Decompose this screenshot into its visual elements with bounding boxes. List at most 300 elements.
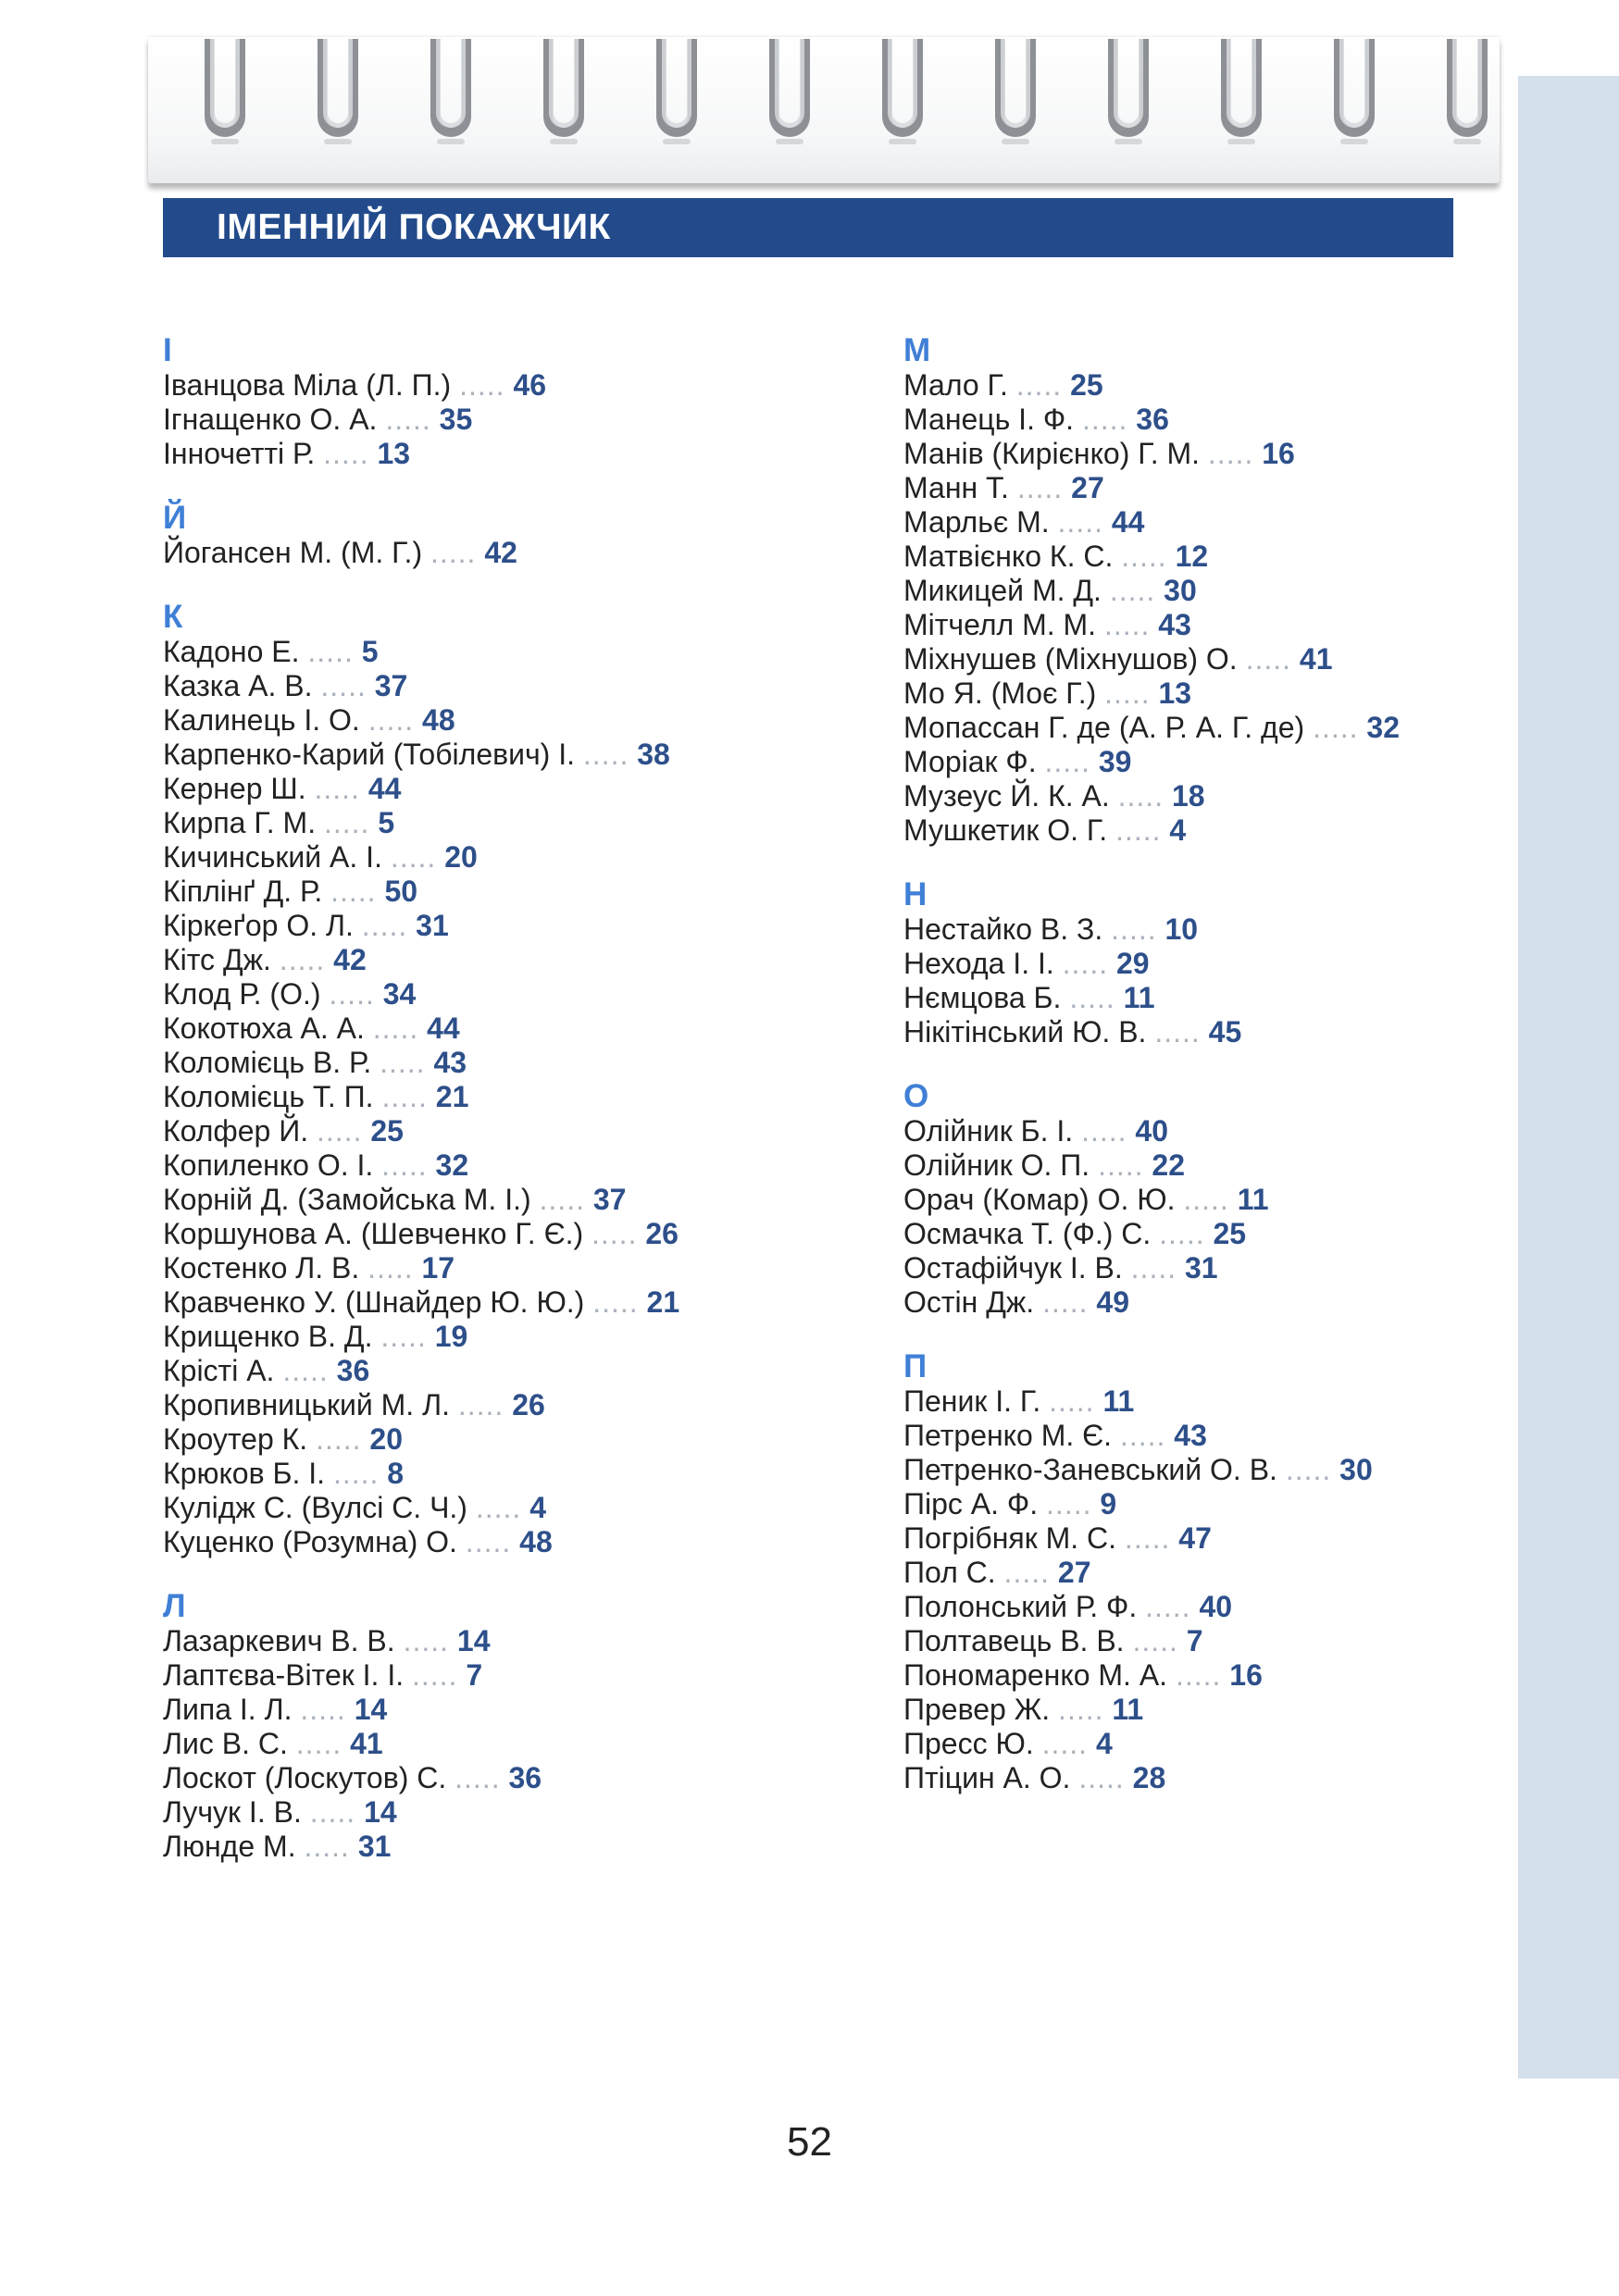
entry-name: Кроутер К. (163, 1422, 308, 1456)
index-entry (903, 1624, 1619, 1658)
spiral-ring-icon (1219, 39, 1264, 141)
leader-dots: ..... (329, 977, 375, 1011)
entry-name: Кичинський А. І. (163, 840, 382, 874)
spiral-binding (0, 0, 1619, 185)
index-entry (163, 1658, 885, 1693)
index-entry (163, 1011, 885, 1046)
entry-page-ref: 26 (512, 1388, 545, 1421)
entry-page-ref: 4 (529, 1491, 546, 1524)
entry-page-ref: 20 (369, 1422, 404, 1456)
index-entry (903, 1419, 1619, 1453)
index-entry (163, 669, 885, 703)
leader-dots: ..... (380, 1320, 427, 1353)
leader-dots: ..... (1042, 1285, 1089, 1319)
index-entry (163, 1525, 885, 1559)
leader-dots: ..... (459, 368, 505, 402)
index-entry (163, 1354, 885, 1388)
entry-name: Матвієнко К. С. (903, 540, 1114, 573)
entry-page-ref: 36 (508, 1761, 542, 1794)
entry-name: Люнде М. (163, 1830, 296, 1863)
index-entry (163, 875, 885, 909)
entry-name: Мопассан Г. де (А. Р. А. Г. де) (903, 711, 1305, 744)
entry-name: Міхнушев (Міхнушов) О. (903, 642, 1238, 676)
index-entry (163, 840, 885, 875)
leader-dots: ..... (1069, 981, 1115, 1014)
index-entry (903, 1521, 1619, 1556)
index-entry (903, 1487, 1619, 1521)
entry-page-ref: 7 (466, 1658, 483, 1692)
entry-name: Куценко (Розумна) О. (163, 1525, 457, 1558)
index-entry (163, 368, 885, 403)
entry-page-ref: 42 (333, 943, 367, 976)
entry-name: Мушкетик О. Г. (903, 813, 1108, 847)
index-entry (163, 403, 885, 437)
entry-page-ref: 36 (336, 1354, 370, 1387)
entry-page-ref: 8 (387, 1457, 405, 1490)
leader-dots: ..... (320, 669, 367, 702)
entry-page-ref: 34 (382, 977, 417, 1011)
entry-name: Мітчелл М. М. (903, 608, 1097, 641)
entry-page-ref: 11 (1112, 1693, 1144, 1726)
entry-page-ref: 46 (513, 368, 547, 402)
entry-page-ref: 35 (439, 403, 473, 436)
index-entry (163, 703, 885, 738)
index-entry (903, 1183, 1619, 1217)
leader-dots: ..... (372, 1011, 419, 1045)
leader-dots: ..... (1078, 1761, 1125, 1794)
entry-name: Остафійчук І. В. (903, 1251, 1123, 1285)
ring-hole (776, 139, 803, 144)
index-entry (163, 1217, 885, 1251)
entry-page-ref: 21 (646, 1285, 680, 1319)
leader-dots: ..... (295, 1727, 342, 1760)
entry-page-ref: 40 (1135, 1114, 1169, 1148)
entry-page-ref: 14 (456, 1624, 491, 1657)
leader-dots: ..... (1285, 1453, 1332, 1486)
leader-dots: ..... (1313, 711, 1359, 744)
leader-dots: ..... (1130, 1251, 1177, 1285)
leader-dots: ..... (367, 1251, 414, 1285)
leader-dots: ..... (475, 1491, 522, 1524)
entry-name: Коломієць Т. П. (163, 1080, 374, 1113)
entry-page-ref: 31 (1185, 1251, 1218, 1285)
entry-page-ref: 44 (367, 772, 402, 805)
entry-page-ref: 37 (374, 669, 408, 702)
section-letter: П (903, 1348, 928, 1384)
page-number: 52 (787, 2119, 832, 2165)
index-entry (903, 813, 1619, 848)
leader-dots: ..... (455, 1761, 501, 1794)
entry-name: Кирпа Г. М. (163, 806, 317, 839)
entry-name: Пеник І. Г. (903, 1384, 1041, 1418)
entry-name: Пономаренко М. А. (903, 1658, 1168, 1692)
index-entry (903, 711, 1619, 745)
leader-dots: ..... (1245, 642, 1292, 676)
index-entry (163, 1693, 885, 1727)
leader-dots: ..... (332, 1457, 380, 1490)
leader-dots: ..... (380, 1046, 426, 1079)
index-entry (903, 745, 1619, 779)
entry-page-ref: 50 (384, 875, 418, 908)
index-entry (903, 1556, 1619, 1590)
index-entry (163, 536, 885, 570)
index-entry (903, 1217, 1619, 1251)
index-column-right (903, 333, 1619, 1825)
leader-dots: ..... (1058, 1693, 1104, 1726)
entry-name: Птіцин А. О. (903, 1761, 1071, 1794)
index-entry (163, 1388, 885, 1422)
entry-page-ref: 25 (1213, 1217, 1247, 1250)
entry-name: Кіркеґор О. Л. (163, 909, 354, 942)
entry-page-ref: 31 (416, 909, 449, 942)
entry-name: Іванцова Міла (Л. П.) (163, 368, 452, 402)
entry-name: Крюков Б. І. (163, 1457, 326, 1490)
leader-dots: ..... (430, 536, 477, 569)
entry-page-ref: 9 (1100, 1487, 1117, 1520)
entry-name: Марльє М. (903, 505, 1050, 539)
index-entry (903, 437, 1619, 471)
entry-page-ref: 39 (1098, 745, 1132, 778)
entry-page-ref: 27 (1057, 1556, 1091, 1589)
ring-hole (663, 139, 691, 144)
entry-name: Петренко-Заневський О. В. (903, 1453, 1277, 1486)
entry-name: Коршунова А. (Шевченко Г. Є.) (163, 1217, 584, 1250)
index-entry (163, 1148, 885, 1183)
entry-page-ref: 13 (1158, 676, 1192, 710)
leader-dots: ..... (317, 1114, 363, 1148)
index-entry (903, 1761, 1619, 1795)
index-section (163, 333, 885, 471)
index-entry (163, 1285, 885, 1320)
index-entry (163, 1491, 885, 1525)
entry-name: Полонський Р. Ф. (903, 1590, 1138, 1623)
entry-name: Калинець І. О. (163, 703, 360, 737)
index-entry (163, 1251, 885, 1285)
index-entry (903, 676, 1619, 711)
index-entry (903, 1453, 1619, 1487)
entry-name: Кулідж С. (Вулсі С. Ч.) (163, 1491, 467, 1524)
entry-name: Мало Г. (903, 368, 1008, 402)
entry-page-ref: 4 (1169, 813, 1187, 847)
spiral-ring-icon (542, 39, 586, 141)
section-letter: Й (163, 500, 187, 536)
entry-name: Лаптєва-Вітек І. І. (163, 1658, 405, 1692)
index-section (163, 600, 885, 1559)
entry-page-ref: 21 (435, 1080, 469, 1113)
entry-page-ref: 14 (354, 1693, 388, 1726)
ring-hole (1453, 139, 1481, 144)
index-entry (163, 1046, 885, 1080)
entry-page-ref: 44 (1111, 505, 1145, 539)
entry-name: Петренко М. Є. (903, 1419, 1113, 1452)
leader-dots: ..... (1104, 676, 1151, 710)
leader-dots: ..... (465, 1525, 512, 1558)
index-entry (903, 642, 1619, 676)
section-letter: М (903, 332, 931, 368)
ring-hole (211, 139, 239, 144)
leader-dots: ..... (390, 840, 437, 874)
entry-page-ref: 42 (484, 536, 517, 569)
ring-hole (1115, 139, 1142, 144)
leader-dots: ..... (314, 772, 360, 805)
entry-name: Копиленко О. І. (163, 1148, 374, 1182)
entry-page-ref: 19 (434, 1320, 468, 1353)
section-letter: О (903, 1078, 929, 1114)
entry-name: Лучук І. В. (163, 1795, 302, 1829)
leader-dots: ..... (361, 909, 408, 942)
index-entry (163, 1320, 885, 1354)
entry-name: Осмачка Т. (Ф.) С. (903, 1217, 1152, 1250)
entry-page-ref: 40 (1199, 1590, 1233, 1623)
entry-name: Лазаркевич В. В. (163, 1624, 395, 1657)
ring-hole (437, 139, 465, 144)
entry-page-ref: 5 (378, 806, 395, 839)
leader-dots: ..... (1103, 608, 1151, 641)
spiral-ring-icon (1106, 39, 1151, 141)
index-section (903, 1349, 1619, 1795)
ring-hole (1002, 139, 1029, 144)
index-entry (163, 909, 885, 943)
entry-page-ref: 31 (357, 1830, 392, 1863)
leader-dots: ..... (1015, 368, 1063, 402)
leader-dots: ..... (539, 1183, 585, 1216)
leader-dots: ..... (1119, 1419, 1166, 1452)
leader-dots: ..... (1111, 912, 1157, 946)
ring-hole (550, 139, 578, 144)
leader-dots: ..... (1057, 505, 1103, 539)
section-letter: І (163, 332, 172, 368)
index-column-left (163, 333, 885, 1893)
index-entry (903, 403, 1619, 437)
index-entry (163, 1080, 885, 1114)
entry-page-ref: 36 (1136, 403, 1169, 436)
entry-page-ref: 48 (422, 703, 455, 737)
entry-name: Орач (Комар) О. Ю. (903, 1183, 1176, 1216)
entry-name: Лоскот (Лоскутов) С. (163, 1761, 447, 1794)
index-entry (903, 574, 1619, 608)
entry-name: Пірс А. Ф. (903, 1487, 1039, 1520)
index-entry (903, 912, 1619, 947)
spiral-ring-icon (429, 39, 473, 141)
leader-dots: ..... (1124, 1521, 1171, 1555)
entry-page-ref: 32 (1366, 711, 1400, 744)
ring-hole (324, 139, 352, 144)
entry-name: Костенко Л. В. (163, 1251, 360, 1285)
entry-name: Інночетті Р. (163, 437, 316, 470)
index-entry (903, 1693, 1619, 1727)
entry-page-ref: 48 (519, 1525, 553, 1558)
index-entry (903, 1658, 1619, 1693)
entry-name: Кадоно Е. (163, 635, 300, 668)
spiral-ring-icon (767, 39, 812, 141)
entry-name: Липа І. Л. (163, 1693, 293, 1726)
leader-dots: ..... (300, 1693, 346, 1726)
entry-page-ref: 29 (1115, 947, 1150, 980)
leader-dots: ..... (1117, 779, 1164, 813)
index-entry (163, 772, 885, 806)
entry-page-ref: 17 (421, 1251, 455, 1285)
leader-dots: ..... (1207, 437, 1254, 470)
entry-page-ref: 30 (1339, 1453, 1373, 1486)
index-entry (163, 738, 885, 772)
spiral-ring-icon (993, 39, 1038, 141)
entry-name: Корній Д. (Замойська М. І.) (163, 1183, 531, 1216)
index-section (903, 877, 1619, 1049)
entry-name: Кропивницький М. Л. (163, 1388, 450, 1421)
entry-page-ref: 13 (377, 437, 411, 470)
entry-page-ref: 16 (1262, 437, 1295, 470)
title-bar (163, 198, 1453, 257)
leader-dots: ..... (1081, 1114, 1127, 1148)
entry-page-ref: 47 (1178, 1521, 1212, 1555)
entry-page-ref: 25 (1070, 368, 1103, 402)
section-letter: Н (903, 876, 928, 912)
leader-dots: ..... (282, 1354, 329, 1387)
entry-name: Клод Р. (О.) (163, 977, 321, 1011)
entry-name: Нємцова Б. (903, 981, 1062, 1014)
entry-name: Кернер Ш. (163, 772, 306, 805)
leader-dots: ..... (592, 1217, 638, 1250)
entry-name: Музеус Й. К. А. (903, 779, 1110, 813)
leader-dots: ..... (309, 1795, 356, 1829)
leader-dots: ..... (1132, 1624, 1178, 1657)
entry-name: Манець І. Ф. (903, 403, 1075, 436)
entry-page-ref: 28 (1132, 1761, 1166, 1794)
entry-page-ref: 43 (1158, 608, 1191, 641)
entry-name: Пол С. (903, 1556, 996, 1589)
entry-name: Крісті А. (163, 1354, 275, 1387)
index-entry (163, 1830, 885, 1864)
leader-dots: ..... (330, 875, 377, 908)
leader-dots: ..... (1145, 1590, 1191, 1623)
index-entry (903, 1251, 1619, 1285)
ring-hole (1340, 139, 1368, 144)
leader-dots: ..... (1041, 1727, 1089, 1760)
entry-name: Ігнащенко О. А. (163, 403, 378, 436)
ring-hole (889, 139, 916, 144)
index-entry (903, 1285, 1619, 1320)
index-section (903, 333, 1619, 848)
index-entry (903, 1114, 1619, 1148)
entry-page-ref: 16 (1229, 1658, 1263, 1692)
entry-page-ref: 45 (1208, 1015, 1242, 1049)
index-entry (163, 1457, 885, 1491)
entry-page-ref: 11 (1102, 1384, 1135, 1418)
entry-page-ref: 26 (645, 1217, 679, 1250)
index-entry (903, 368, 1619, 403)
entry-page-ref: 30 (1164, 574, 1197, 607)
index-entry (163, 1183, 885, 1217)
leader-dots: ..... (1115, 813, 1162, 847)
leader-dots: ..... (304, 1830, 350, 1863)
section-letter: К (163, 599, 183, 635)
index-entry (163, 1422, 885, 1457)
entry-name: Моріак Ф. (903, 745, 1037, 778)
index-entry (903, 1590, 1619, 1624)
entry-page-ref: 27 (1071, 471, 1104, 504)
entry-page-ref: 22 (1152, 1148, 1186, 1182)
leader-dots: ..... (279, 943, 326, 976)
index-entry (903, 505, 1619, 540)
leader-dots: ..... (323, 806, 370, 839)
leader-dots: ..... (1183, 1183, 1229, 1216)
entry-page-ref: 41 (1299, 642, 1333, 676)
leader-dots: ..... (1109, 574, 1156, 607)
leader-dots: ..... (1121, 540, 1167, 573)
spiral-ring-icon (880, 39, 925, 141)
leader-dots: ..... (307, 635, 354, 668)
entry-name: Коломієць В. Р. (163, 1046, 372, 1079)
index-entry (163, 1624, 885, 1658)
entry-page-ref: 10 (1164, 912, 1199, 946)
leader-dots: ..... (1175, 1658, 1222, 1692)
index-entry (163, 1761, 885, 1795)
index-entry (163, 1727, 885, 1761)
entry-page-ref: 49 (1096, 1285, 1130, 1319)
index-entry (163, 1114, 885, 1148)
entry-page-ref: 18 (1171, 779, 1205, 813)
leader-dots: ..... (381, 1080, 428, 1113)
entry-name: Олійник Б. І. (903, 1114, 1074, 1148)
index-entry (903, 1015, 1619, 1049)
index-entry (163, 806, 885, 840)
entry-name: Превер Ж. (903, 1693, 1051, 1726)
entry-name: Йогансен М. (М. Г.) (163, 536, 423, 569)
entry-page-ref: 20 (444, 840, 478, 874)
leader-dots: ..... (1044, 745, 1090, 778)
entry-page-ref: 14 (364, 1795, 397, 1829)
leader-dots: ..... (367, 703, 415, 737)
entry-page-ref: 4 (1095, 1727, 1113, 1760)
leader-dots: ..... (592, 1285, 639, 1319)
leader-dots: ..... (1016, 471, 1064, 504)
index-entry (903, 1148, 1619, 1183)
entry-page-ref: 5 (361, 635, 379, 668)
leader-dots: ..... (1046, 1487, 1092, 1520)
leader-dots: ..... (403, 1624, 449, 1657)
spiral-ring-icon (654, 39, 699, 141)
leader-dots: ..... (1062, 947, 1109, 980)
entry-page-ref: 32 (435, 1148, 469, 1182)
index-entry (163, 437, 885, 471)
leader-dots: ..... (1081, 403, 1128, 436)
entry-name: Манів (Кирієнко) Г. М. (903, 437, 1201, 470)
spiral-ring-icon (203, 39, 247, 141)
entry-name: Нехода І. І. (903, 947, 1054, 980)
leader-dots: ..... (411, 1658, 458, 1692)
entry-name: Казка А. В. (163, 669, 313, 702)
entry-name: Манн Т. (903, 471, 1009, 504)
leader-dots: ..... (457, 1388, 504, 1421)
entry-name: Олійник О. П. (903, 1148, 1090, 1182)
entry-page-ref: 44 (427, 1011, 460, 1045)
leader-dots: ..... (1159, 1217, 1205, 1250)
leader-dots: ..... (385, 403, 431, 436)
index-entry (163, 943, 885, 977)
index-entry (903, 1727, 1619, 1761)
entry-name: Кітс Дж. (163, 943, 271, 976)
index-entry (163, 1795, 885, 1830)
entry-name: Нікітінський Ю. В. (903, 1015, 1147, 1049)
entry-name: Мо Я. (Моє Г.) (903, 676, 1097, 710)
entry-name: Кравченко У. (Шнайдер Ю. Ю.) (163, 1285, 585, 1319)
leader-dots: ..... (582, 738, 629, 771)
entry-page-ref: 25 (370, 1114, 404, 1148)
entry-page-ref: 12 (1175, 540, 1209, 573)
entry-name: Остін Дж. (903, 1285, 1035, 1319)
index-entry (903, 947, 1619, 981)
leader-dots: ..... (1049, 1384, 1095, 1418)
